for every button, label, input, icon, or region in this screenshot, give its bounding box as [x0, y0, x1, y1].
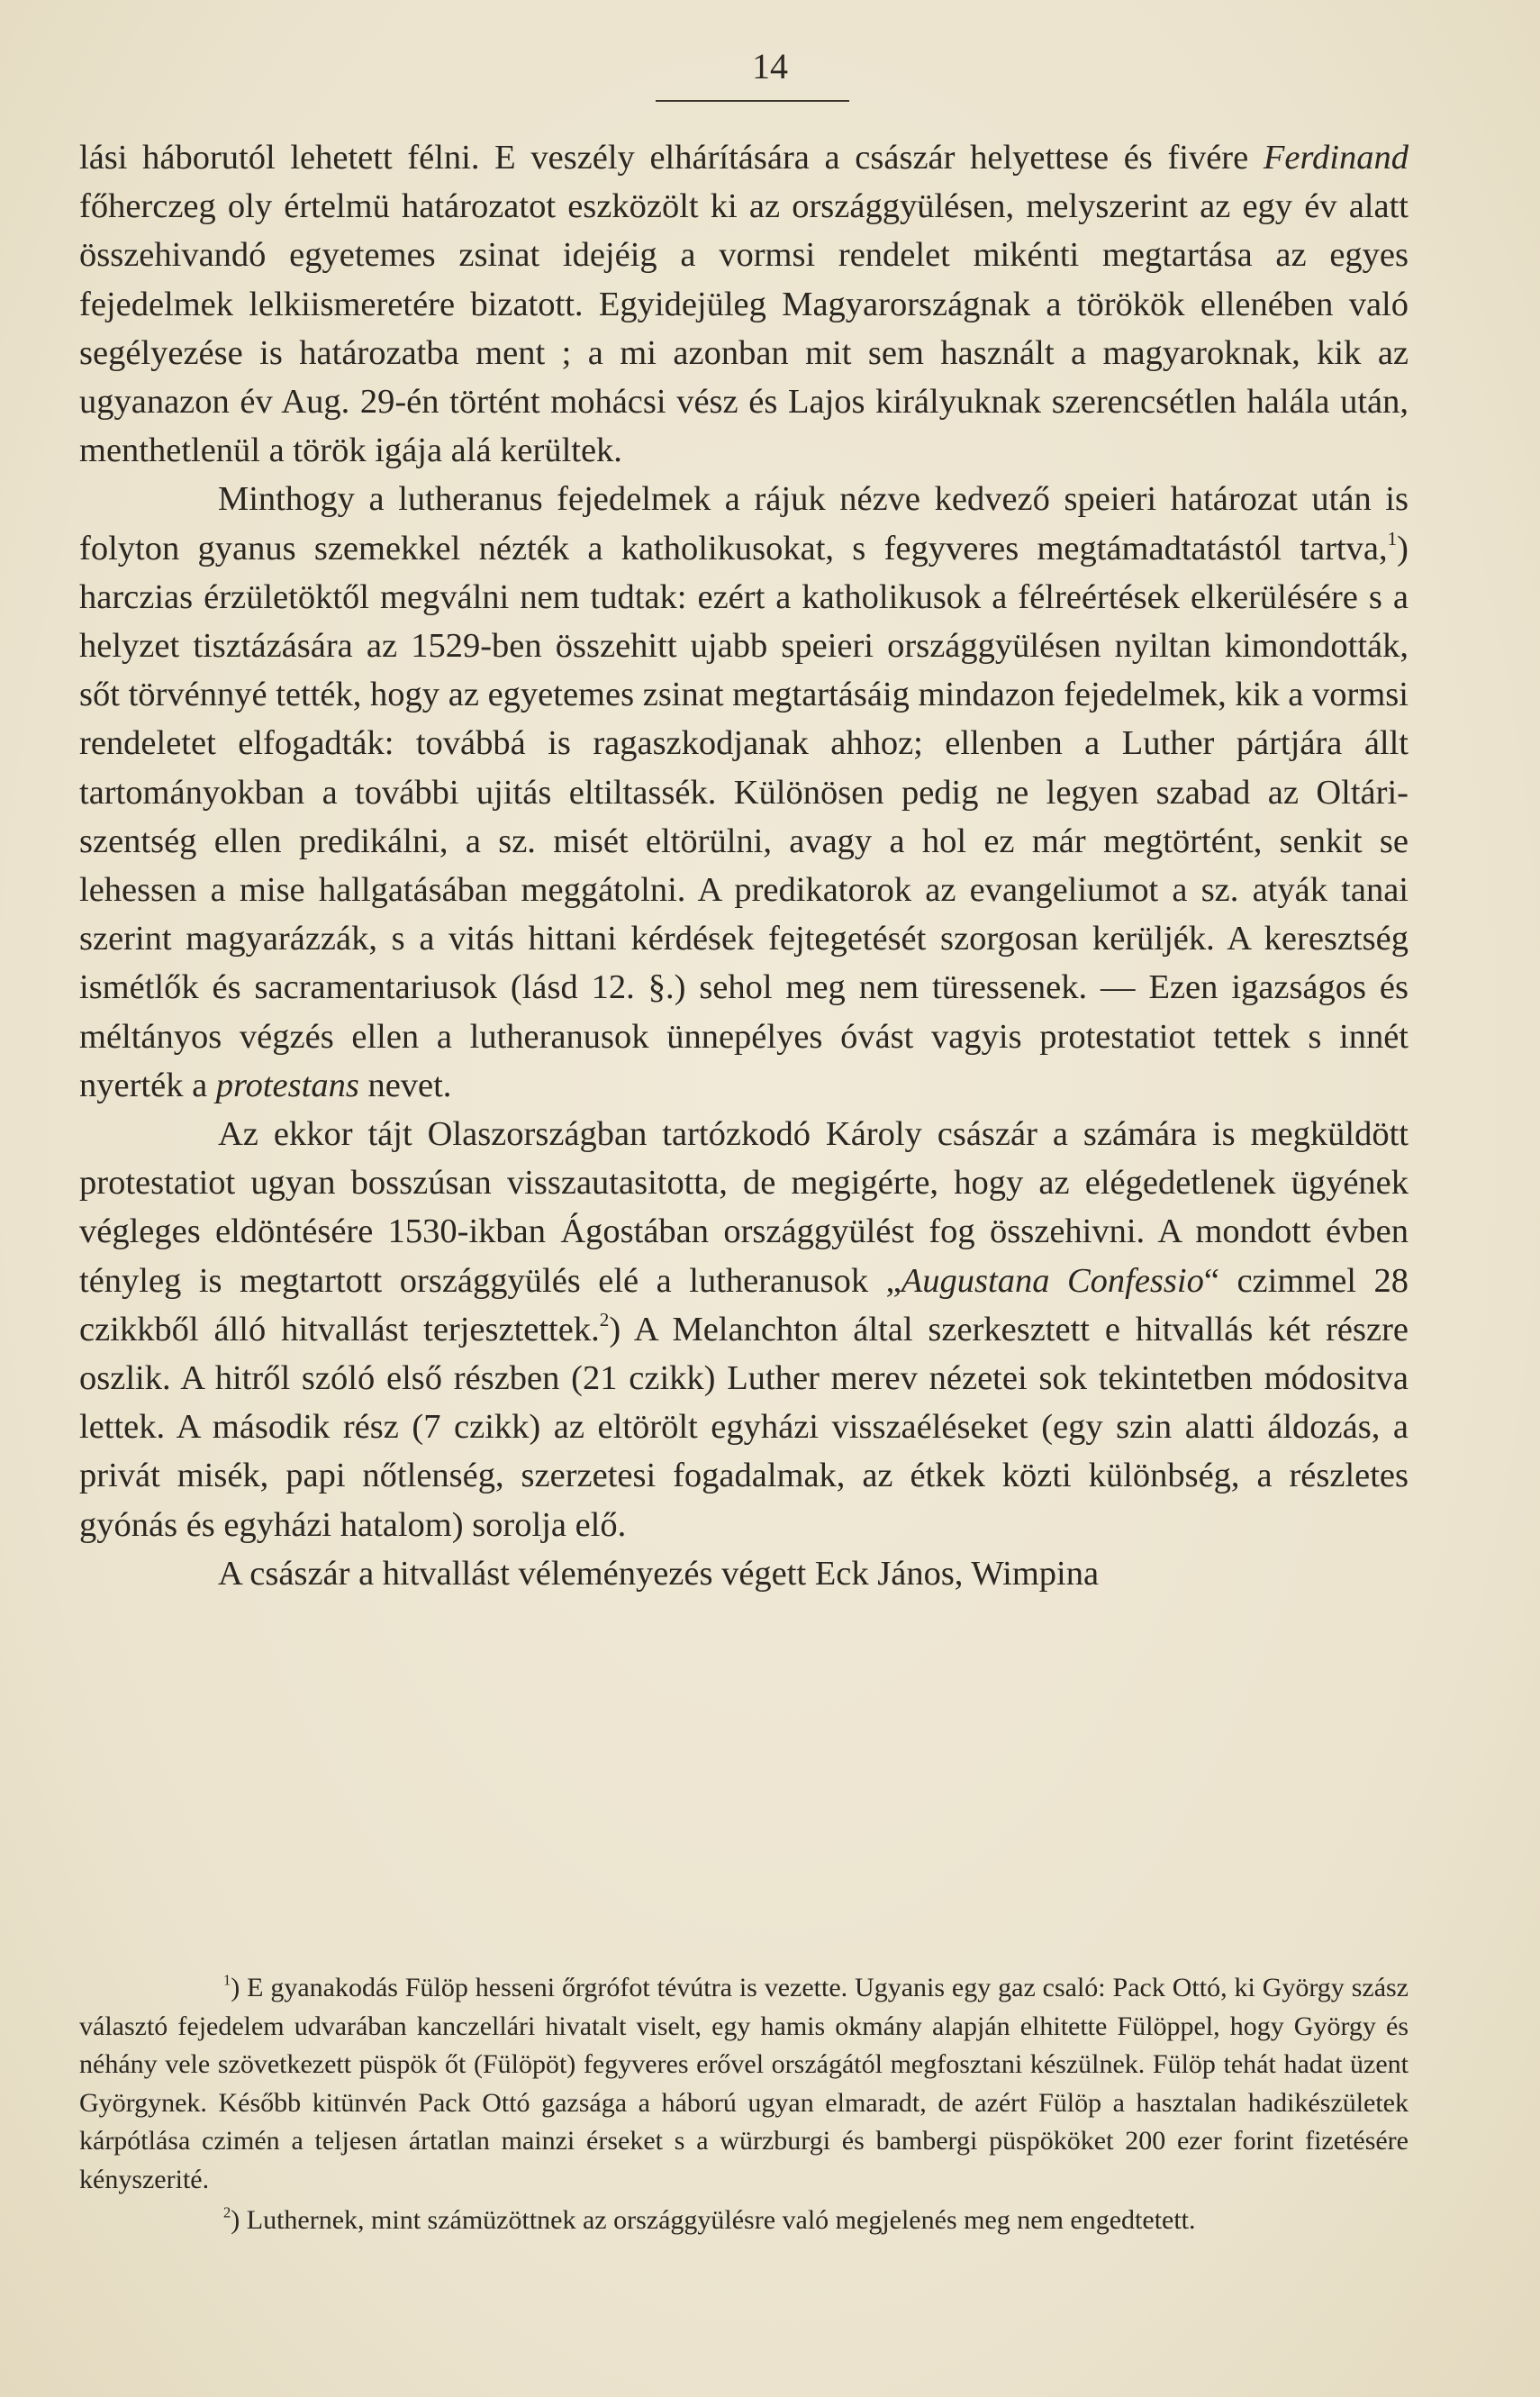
- italic-text: protestans: [215, 1066, 359, 1104]
- footnote-ref: 1: [1387, 527, 1398, 549]
- italic-text: Ferdinand: [1263, 139, 1409, 177]
- footnote: [79, 1969, 1409, 2200]
- text-run: ) harczias érzületöktől megválni nem tudtak: ezért a katholikusok a félreértések elkerülésére s a helyzet tisztázására az 1529-ben összehitt ujabb speieri országgyülésen nyiltan kimondották, sőt törvénnyé tették, hogy az egyetemes zsinat megtartásáig mindazon fejedelmek, kik a vormsi rendeletet elfogadták: továbbá is ragaszkodjanak ahhoz; ellenben a Luther pártjára állt tartományokban a további ujitás eltiltassék. Különösen pedig ne legyen szabad az Oltáriszentség ellen predikálni, a sz. misét eltörülni, avagy a hol ez már megtörtént, senkit se lehessen a mise hallgatásában meggátolni. A predikatorok az evangeliumot a sz. atyák tanai szerint magyarázzák, s a vitás hittani kérdések fejtegetését szorgosan kerüljék. A keresztség ismétlők és sacramentariusok (lásd 12. §.) sehol meg nem türessenek. — Ezen igazságos és méltányos végzés ellen a lutheranusok ünnepélyes óvást vagyis protestatiot tettek s innét nyerték a: [79, 529, 1409, 1104]
- header-rule: [656, 100, 849, 102]
- page-number: 14: [752, 46, 788, 86]
- italic-text: Augustana Confessio: [901, 1261, 1204, 1300]
- paragraph: [79, 1110, 1409, 1549]
- paragraph: [79, 475, 1409, 1110]
- text-run: lási háborutól lehetett félni. E veszély elhárítására a császár helyettese és fivére: [79, 139, 1264, 177]
- text-run: Az ekkor tájt Olaszországban tartózkodó Károly császár a számára is megküldött protestatiot ugyan bosszúsan visszautasitotta, de megigérte, hogy az elégedetlenek ügyének végleges eldöntésére 1530-ikban Ágostában országgyülést fog összehivni. A mondott évben tényleg is megtartott országgyülés elé a lutheranusok „: [79, 1115, 1409, 1300]
- footnote-ref: 2: [599, 1309, 610, 1330]
- body-text: [79, 133, 1409, 1598]
- footnote-marker: 2: [223, 2203, 231, 2221]
- text-run: “ czimmel 28 czikkből álló hitvallást terjesztettek.: [79, 1261, 1409, 1348]
- text-run: főherczeg oly értelmü határozatot eszközölt ki az országgyülésen, melyszerint az egy év alatt összehivandó egyetemes zsinat idejéig a vormsi rendelet mikénti megtartása az egyes fejedelmek lelkiismeretére bizatott. Egyidejüleg Magyarországnak a törökök ellenében való segélyezése is határozatba ment ; a mi azonban mit sem használt a magyaroknak, kik az ugyanazon év Aug. 29-én történt mohácsi vész és Lajos királyuknak szerencsétlen halála után, menthetlenül a török igája alá kerültek.: [79, 187, 1409, 470]
- footnotes: [79, 1969, 1409, 2239]
- footnote-marker: 1: [223, 1971, 231, 1989]
- text-run: ) A Melanchton által szerkesztett e hitvallás két részre oszlik. A hitről szóló első részben (21 czikk) Luther merev nézetei sok tekintetben módositva lettek. A második rész (7 czikk) az eltörölt egyházi visszaéléseket (egy szin alatti áldozás, a privát misék, papi nőtlenség, szerzetesi fogadalmak, az étkek közti különbség, a részletes gyónás és egyházi hatalom) sorolja elő.: [79, 1310, 1409, 1544]
- text-run: nevet.: [358, 1066, 452, 1104]
- footnote-text: ) Luthernek, mint számüzöttnek az országgyülésre való megjelenés meg nem engedtetett.: [231, 2204, 1196, 2235]
- paragraph: [79, 1549, 1409, 1598]
- text-run: Minthogy a lutheranus fejedelmek a rájuk nézve kedvező speieri határozat után is folyton gyanus szemekkel nézték a katholikusokat, s fegyveres megtámadtatástól tartva,: [79, 480, 1409, 567]
- footnote-text: ) E gyanakodás Fülöp hesseni őrgrófot tévútra is vezette. Ugyanis egy gaz csaló: Pack Ottó, ki György szász választó fejedelem udvarában kanczellári hivatalt viselt, egy hamis okmány alapján elhitette Fülöppel, hogy György és néhány vele szövetkezett püspök őt (Fülöpöt) fegyveres erővel országától megfosztani készülnek. Fülöp tehát hadat üzent Györgynek. Később kitünvén Pack Ottó gazsága a háború ugyan elmaradt, de azért Fülöp a hasztalan hadikészületek kárpótlása czimén a teljesen ártatlan mainzi érseket s a würzburgi és bambergi püspököket 200 ezer forint fizetésére kényszerité.: [79, 1973, 1409, 2194]
- text-run: A császár a hitvallást véleményezés végett Eck János, Wimpina: [218, 1554, 1100, 1593]
- paragraph: [79, 133, 1409, 475]
- footnote: [79, 2202, 1409, 2240]
